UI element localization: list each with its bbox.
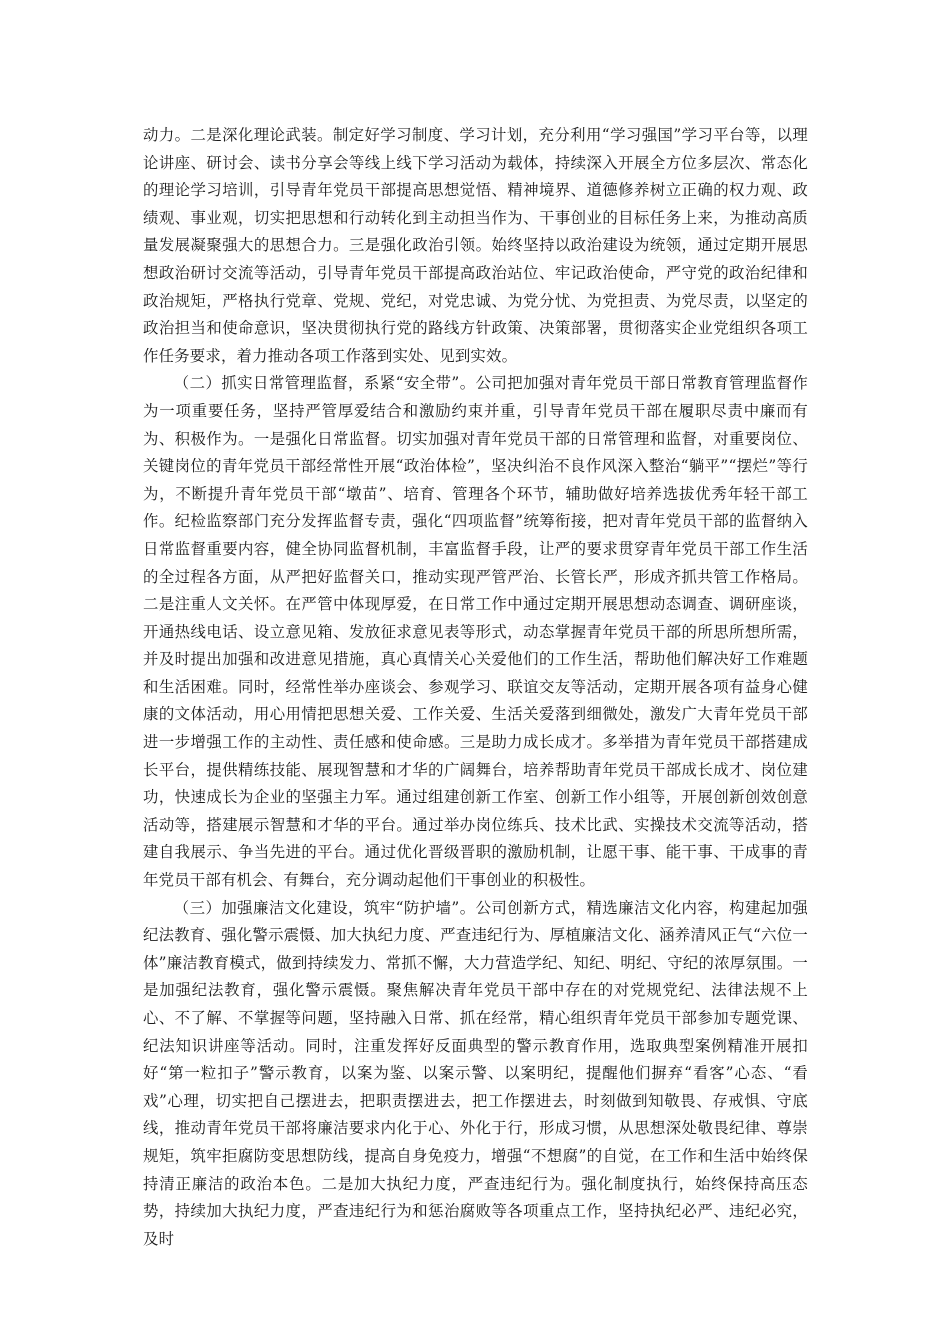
paragraph-section-3: （三）加强廉洁文化建设，筑牢“防护墙”。公司创新方式，精选廉洁文化内容，构建起加强纪法教育、强化警示震慑、加大执纪力度、严查违纪行为、厚植廉洁文化、涵养清风正气“六位一体”廉洁教育模式，做到持续发力、常抓不懈，大力营造学纪、知纪、明纪、守纪的浓厚氛围。一是加强纪法教育，强化警示震慑。聚焦解决青年党员干部中存在的对党规党纪、法律法规不上心、不了解、不掌握等问题，坚持融入日常、抓在经常，精心组织青年党员干部参加专题党课、纪法知识讲座等活动。同时，注重发挥好反面典型的警示教育作用，选取典型案例精准开展扣好“第一粒扣子”警示教育，以案为鉴、以案示警、以案明纪，提醒他们摒弃“看客”心态、“看戏”心理，切实把自己摆进去，把职责摆进去，把工作摆进去，时刻做到知敬畏、存戒惧、守底线，推动青年党员干部将廉洁要求内化于心、外化于行，形成习惯，从思想深处敬畏纪律、尊崇规矩，筑牢拒腐防变思想防线，提高自身免疫力，增强“不想腐”的自觉，在工作和生活中始终保持清正廉洁的政治本色。二是加大执纪力度，严查违纪行为。强化制度执行，始终保持高压态势，持续加大执纪力度，严查违纪行为和惩治腐败等各项重点工作，坚持执纪必严、违纪必究，及时	[143, 898, 808, 1248]
paragraph-section-2: （二）抓实日常管理监督，系紧“安全带”。公司把加强对青年党员干部日常教育管理监督作为一项重要任务，坚持严管厚爱结合和激励约束并重，引导青年党员干部在履职尽责中廉而有为、积极作为。一是强化日常监督。切实加强对青年党员干部的日常管理和监督，对重要岗位、关键岗位的青年党员干部经常性开展“政治体检”，坚决纠治不良作风深入整治“躺平”“摆烂”等行为，不断提升青年党员干部“墩苗”、培育、管理各个环节，辅助做好培养选拔优秀年轻干部工作。纪检监察部门充分发挥监督专责，强化“四项监督”统筹衔接，把对青年党员干部的监督纳入日常监督重要内容，健全协同监督机制，丰富监督手段，让严的要求贯穿青年党员干部工作生活的全过程各方面，从严把好监督关口，推动实现严管严治、长管长严，形成齐抓共管工作格局。二是注重人文关怀。在严管中体现厚爱，在日常工作中通过定期开展思想动态调查、调研座谈，开通热线电话、设立意见箱、发放征求意见表等形式，动态掌握青年党员干部的所思所想所需，并及时提出加强和改进意见措施，真心真情关心关爱他们的工作生活，帮助他们解决好工作难题和生活困难。同时，经常性举办座谈会、参观学习、联谊交友等活动，定期开展各项有益身心健康的文体活动，用心用情把思想关爱、工作关爱、生活关爱落到细微处，激发广大青年党员干部进一步增强工作的主动性、责任感和使命感。三是助力成长成才。多举措为青年党员干部搭建成长平台，提供精练技能、展现智慧和才华的广阔舞台，培养帮助青年党员干部成长成才、岗位建功，快速成长为企业的坚强主力军。通过组建创新工作室、创新工作小组等，开展创新创效创意活动等，搭建展示智慧和才华的平台。通过举办岗位练兵、技术比武、实操技术交流等活动，搭建自我展示、争当先进的平台。通过优化晋级晋职的激励机制，让愿干事、能干事、干成事的青年党员干部有机会、有舞台，充分调动起他们干事创业的积极性。	[143, 374, 808, 890]
document-body	[143, 122, 808, 1253]
paragraph-continuation: 动力。二是深化理论武装。制定好学习制度、学习计划，充分利用“学习强国”学习平台等，以理论讲座、研讨会、读书分享会等线上线下学习活动为载体，持续深入开展全方位多层次、常态化的理论学习培训，引导青年党员干部提高思想觉悟、精神境界、道德修养树立正确的权力观、政绩观、事业观，切实把思想和行动转化到主动担当作为、干事创业的目标任务上来，为推动高质量发展凝聚强大的思想合力。三是强化政治引领。始终坚持以政治建设为统领，通过定期开展思想政治研讨交流等活动，引导青年党员干部提高政治站位、牢记政治使命，严守党的政治纪律和政治规矩，严格执行党章、党规、党纪，对党忠诚、为党分忧、为党担责、为党尽责，以坚定的政治担当和使命意识，坚决贯彻执行党的路线方针政策、决策部署，贯彻落实企业党组织各项工作任务要求，着力推动各项工作落到实处、见到实效。	[143, 126, 808, 365]
